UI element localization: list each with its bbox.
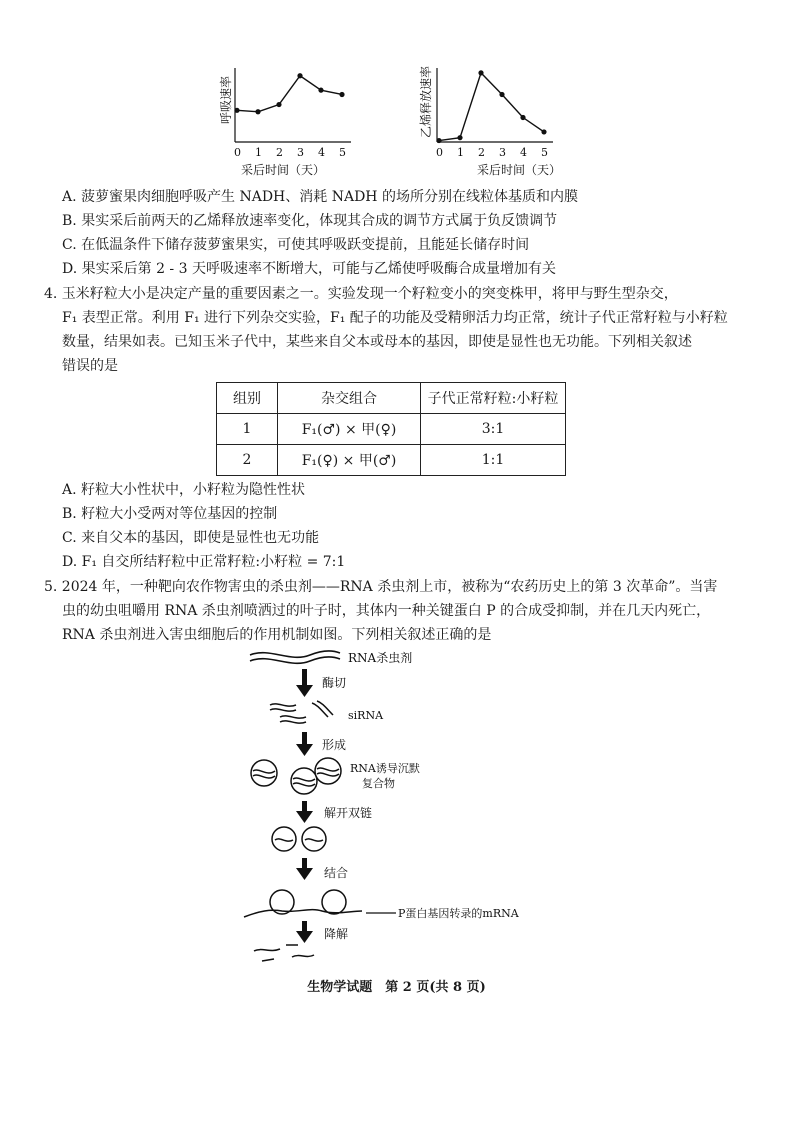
step-degrade: 降解 (324, 927, 349, 941)
table-row (217, 445, 566, 476)
q4-option-c: C. 来自父本的基因，即使是显性也无功能 (62, 530, 320, 546)
risc-complexes (251, 758, 341, 794)
table-cell: 1:1 (421, 445, 566, 476)
label-mrna: P蛋白基因转录的mRNA (398, 907, 519, 920)
data-point (255, 109, 260, 114)
label-risc-1: RNA诱导沉默 (350, 762, 420, 775)
x-tick-label: 5 (541, 146, 548, 159)
table-cell: F₁(♀) × 甲(♂) (278, 445, 421, 476)
table-header-cell: 杂交组合 (278, 383, 421, 414)
data-point (339, 92, 344, 97)
chart-ylabel: 乙烯释放速率 (419, 65, 433, 138)
step-bind: 结合 (324, 866, 349, 880)
table-header-row (217, 383, 566, 414)
x-tick-label: 0 (436, 146, 443, 159)
series-line (439, 73, 544, 141)
series-line (237, 76, 342, 112)
sirna-fragments (270, 701, 333, 723)
q3-option-a: A. 菠萝蜜果肉细胞呼吸产生 NADH、消耗 NADH 的场所分别在线粒体基质和内膜 (62, 189, 578, 205)
data-point (499, 92, 504, 97)
down-arrow-icon (296, 921, 313, 943)
data-point (478, 70, 483, 75)
page-footer: 生物学试题 第 2 页(共 8 页) (307, 980, 486, 995)
q4-option-d: D. F₁ 自交所结籽粒中正常籽粒:小籽粒 = 7:1 (62, 554, 346, 570)
data-point (541, 129, 546, 134)
q4-stem-line: 错误的是 (62, 358, 118, 374)
table-row (217, 414, 566, 445)
q4-results-table (216, 382, 566, 476)
chart-ethylene-rate (415, 62, 585, 180)
data-point (234, 108, 239, 113)
x-tick-label: 4 (318, 146, 325, 159)
data-point (457, 135, 462, 140)
x-tick-label: 2 (276, 146, 283, 159)
table-cell: F₁(♂) × 甲(♀) (278, 414, 421, 445)
down-arrow-icon (296, 732, 313, 756)
table-cell: 2 (217, 445, 278, 476)
data-point (436, 138, 441, 143)
rnai-mechanism-diagram (240, 645, 560, 965)
q4-option-a: A. 籽粒大小性状中，小籽粒为隐性性状 (62, 482, 306, 498)
label-sirna: siRNA (348, 709, 384, 722)
down-arrow-icon (296, 669, 313, 697)
q3-option-b: B. 果实采后前两天的乙烯释放速率变化，体现其合成的调节方式属于负反馈调节 (62, 213, 558, 229)
step-unwind: 解开双链 (324, 806, 373, 820)
x-tick-label: 3 (499, 146, 506, 159)
unwound-complexes (272, 827, 326, 851)
label-rna-pesticide: RNA杀虫剂 (348, 651, 413, 665)
x-tick-label: 3 (297, 146, 304, 159)
q3-option-c: C. 在低温条件下储存菠萝蜜果实，可使其呼吸跃变提前，且能延长储存时间 (62, 237, 530, 253)
q5-stem-line: 虫的幼虫咀嚼用 RNA 杀虫剂喷洒过的叶子时，其体内一种关键蛋白 P 的合成受抑制，并在几天内死亡， (62, 603, 711, 619)
chart-respiration-rate (215, 62, 365, 180)
data-point (276, 102, 281, 107)
table-cell: 1 (217, 414, 278, 445)
table-cell: 3:1 (421, 414, 566, 445)
data-point (318, 88, 323, 93)
x-tick-label: 0 (234, 146, 241, 159)
q4-stem-line: F₁ 表型正常。利用 F₁ 进行下列杂交实验，F₁ 配子的功能及受精卵活力均正常，统计子代正常籽粒与小籽粒 (62, 310, 728, 326)
data-point (520, 115, 525, 120)
chart-xlabel: 采后时间（天） (477, 163, 562, 177)
down-arrow-icon (296, 858, 313, 880)
x-tick-label: 1 (457, 146, 464, 159)
q4-stem-line: 4. 玉米籽粒大小是决定产量的重要因素之一。实验发现一个籽粒变小的突变株甲，将甲与野生型杂交， (44, 286, 678, 302)
x-tick-label: 4 (520, 146, 527, 159)
x-tick-label: 5 (339, 146, 346, 159)
q4-option-b: B. 籽粒大小受两对等位基因的控制 (62, 506, 278, 522)
data-point (297, 73, 302, 78)
mrna-binding (244, 890, 362, 917)
chart-ylabel: 呼吸速率 (219, 75, 233, 124)
table-header-cell: 组别 (217, 383, 278, 414)
table-header-cell: 子代正常籽粒:小籽粒 (421, 383, 566, 414)
q4-stem-line: 数量，结果如表。已知玉米子代中，某些来自父本或母本的基因，即使是显性也无功能。下列相关叙述 (62, 334, 692, 350)
x-tick-label: 2 (478, 146, 485, 159)
x-tick-label: 1 (255, 146, 262, 159)
chart-xlabel: 采后时间（天） (241, 163, 326, 177)
down-arrow-icon (296, 801, 313, 823)
q3-option-d: D. 果实采后第 2 - 3 天呼吸速率不断增大，可能与乙烯使呼吸酶合成量增加有关 (62, 261, 556, 277)
q5-stem-line: RNA 杀虫剂进入害虫细胞后的作用机制如图。下列相关叙述正确的是 (62, 627, 492, 643)
label-risc-2: 复合物 (362, 777, 395, 790)
degraded-fragments (254, 945, 314, 961)
double-stranded-rna (250, 651, 340, 663)
q5-stem-line: 5. 2024 年，一种靶向农作物害虫的杀虫剂——RNA 杀虫剂上市，被称为“农药历史上的第 3 次革命”。当害 (44, 579, 718, 595)
step-form: 形成 (322, 738, 347, 752)
step-cut: 酶切 (322, 676, 347, 690)
